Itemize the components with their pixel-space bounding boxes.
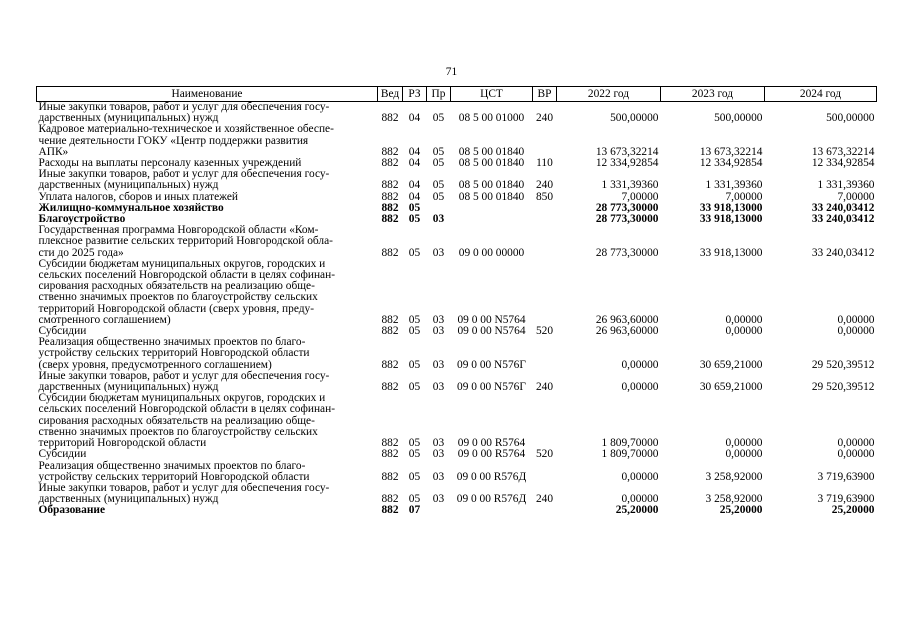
col-header-cst: ЦСТ xyxy=(451,87,533,102)
cell-name-line: дарственных (муниципальных) нужд xyxy=(38,381,219,394)
cell-2023: 0,00000 xyxy=(725,437,763,450)
cell-2024: 33 240,03412 xyxy=(811,213,875,226)
cell-pr: 03 xyxy=(432,246,445,259)
cell-rz: 04 xyxy=(408,157,421,170)
cell-2024: 3 719,63900 xyxy=(817,493,875,506)
cell-name-line: АПК» xyxy=(38,145,69,158)
cell-rz: 04 xyxy=(408,179,421,192)
cell-cst xyxy=(451,214,533,225)
cell-ved: 882 xyxy=(381,145,399,158)
cell-pr: 03 xyxy=(432,437,445,450)
cell-cst: 09 0 00 R5764 xyxy=(457,437,526,450)
cell-ved: 882 xyxy=(381,179,399,192)
cell-2024: 0,00000 xyxy=(837,437,875,450)
cell-2023: 30 659,21000 xyxy=(699,381,763,394)
cell-name-line: устройству сельских территорий Новгородской области xyxy=(38,347,310,360)
cell-cst: 09 0 00 N5764 xyxy=(457,325,526,338)
cell-name xyxy=(37,449,378,460)
cell-name-line: сельских поселений Новгородской области в целях софинан- xyxy=(38,403,335,416)
cell-cst: 09 0 00 N576Г xyxy=(457,381,526,394)
cell-2023: 0,00000 xyxy=(725,313,763,326)
cell-cst: 08 5 00 01840 xyxy=(458,190,525,203)
cell-name-line: Уплата налогов, сборов и иных платежей xyxy=(38,190,238,203)
cell-2023: 33 918,13000 xyxy=(699,213,763,226)
cell-vr xyxy=(533,214,557,225)
cell-vr xyxy=(533,225,557,259)
cell-vr: 240 xyxy=(535,179,554,192)
cell-name-line: Иные закупки товаров, работ и услуг для обеспечения госу- xyxy=(38,101,330,113)
cell-2022: 13 673,32214 xyxy=(595,145,659,158)
cell-2023: 33 918,13000 xyxy=(699,246,763,259)
cell-rz: 05 xyxy=(408,470,421,483)
cell-2024: 500,00000 xyxy=(826,112,875,125)
cell-ved: 882 xyxy=(381,325,399,338)
cell-pr: 05 xyxy=(432,112,445,125)
table-row xyxy=(37,371,877,393)
cell-2024: 7,00000 xyxy=(837,190,875,203)
cell-name-line: Жилищно-коммунальное хозяйство xyxy=(38,201,224,214)
cell-pr: 03 xyxy=(432,381,445,394)
cell-name-line: Расходы на выплаты персоналу казенных учреждений xyxy=(38,157,302,170)
cell-name-line: Иные закупки товаров, работ и услуг для обеспечения госу- xyxy=(38,481,330,494)
col-header-2024: 2024 год xyxy=(765,87,877,102)
cell-vr: 240 xyxy=(535,493,554,506)
cell-2022: 0,00000 xyxy=(621,358,659,371)
cell-name-line: дарственных (муниципальных) нужд xyxy=(38,493,219,506)
col-header-rz: РЗ xyxy=(403,87,427,102)
table-row xyxy=(37,483,877,505)
cell-rz: 04 xyxy=(408,145,421,158)
table-row xyxy=(37,461,877,483)
cell-name xyxy=(37,393,378,449)
cell-2024: 29 520,39512 xyxy=(811,358,875,371)
table-row xyxy=(37,169,877,191)
cell-2024: 0,00000 xyxy=(837,313,875,326)
cell-name-line: ственно значимых проектов по благоустройству сельских xyxy=(38,291,318,304)
cell-cst: 09 0 00 00000 xyxy=(458,246,525,259)
cell-name-line: сирования расходных обязательств на реализацию обще- xyxy=(38,414,315,427)
cell-name-line: устройству сельских территорий Новгородской области xyxy=(38,470,310,483)
cell-rz: 05 xyxy=(408,493,421,506)
cell-2023: 3 258,92000 xyxy=(705,493,763,506)
cell-2023: 0,00000 xyxy=(725,325,763,338)
cell-ved: 882 xyxy=(381,201,399,214)
cell-name xyxy=(37,483,378,505)
cell-ved: 882 xyxy=(381,448,399,461)
cell-name-line: Субсидии xyxy=(38,448,87,461)
cell-rz: 04 xyxy=(408,190,421,203)
cell-vr xyxy=(533,203,557,214)
col-header-vr: ВР xyxy=(533,87,557,102)
cell-2024: 3 719,63900 xyxy=(817,470,875,483)
cell-rz: 05 xyxy=(408,213,421,226)
cell-name-line: сельских поселений Новгородской области в целях софинан- xyxy=(38,269,335,282)
cell-name xyxy=(37,371,378,393)
cell-2023: 1 331,39360 xyxy=(705,179,763,192)
cell-pr: 03 xyxy=(432,470,445,483)
cell-name-line: территорий Новгородской области (сверх уровня, преду- xyxy=(38,302,315,315)
col-header-2022: 2022 год xyxy=(557,87,661,102)
cell-pr: 05 xyxy=(432,179,445,192)
cell-name-line: Иные закупки товаров, работ и услуг для обеспечения госу- xyxy=(38,369,330,382)
cell-2022: 1 809,70000 xyxy=(601,437,659,450)
cell-name-line: сти до 2025 года» xyxy=(38,246,124,259)
cell-vr xyxy=(533,124,557,158)
cell-2024: 33 240,03412 xyxy=(811,246,875,259)
cell-rz: 05 xyxy=(408,313,421,326)
table-row xyxy=(37,225,877,259)
col-header-ved: Вед xyxy=(378,87,403,102)
cell-2022: 28 773,30000 xyxy=(595,246,659,259)
cell-ved: 882 xyxy=(381,112,399,125)
cell-2023: 13 673,32214 xyxy=(699,145,763,158)
cell-2022: 0,00000 xyxy=(621,493,659,506)
cell-2023: 30 659,21000 xyxy=(699,358,763,371)
cell-2022: 7,00000 xyxy=(621,190,659,203)
cell-name-line: Субсидии бюджетам муниципальных округов, городских и xyxy=(38,392,326,405)
cell-name xyxy=(37,461,378,483)
cell-2024: 1 331,39360 xyxy=(817,179,875,192)
cell-ved: 882 xyxy=(381,358,399,371)
cell-ved: 882 xyxy=(381,470,399,483)
col-header-2023: 2023 год xyxy=(661,87,765,102)
cell-ved: 882 xyxy=(381,157,399,170)
cell-2022: 1 809,70000 xyxy=(601,448,659,461)
cell-2022: 26 963,60000 xyxy=(595,325,659,338)
cell-2023: 12 334,92854 xyxy=(699,157,763,170)
cell-pr: 05 xyxy=(432,190,445,203)
table-row xyxy=(37,337,877,371)
cell-2023: 500,00000 xyxy=(714,112,763,125)
cell-vr: 850 xyxy=(535,190,554,203)
cell-vr xyxy=(533,393,557,449)
cell-name xyxy=(37,169,378,191)
cell-cst: 09 0 00 R576Д xyxy=(456,493,527,506)
cell-ved: 882 xyxy=(381,246,399,259)
cell-2023: 3 258,92000 xyxy=(705,470,763,483)
cell-pr xyxy=(427,505,451,516)
cell-2022: 25,20000 xyxy=(615,504,659,517)
cell-2022: 12 334,92854 xyxy=(595,157,659,170)
cell-name-line: Реализация общественно значимых проектов по благо- xyxy=(38,459,306,472)
cell-2022: 28 773,30000 xyxy=(595,201,659,214)
cell-name-line: территорий Новгородской области xyxy=(38,437,207,450)
budget-table xyxy=(36,86,877,517)
cell-rz: 05 xyxy=(408,448,421,461)
cell-pr: 05 xyxy=(432,145,445,158)
cell-name-line: плексное развитие сельских территорий Новгородской обла- xyxy=(38,235,333,248)
cell-2022: 0,00000 xyxy=(621,381,659,394)
cell-vr: 520 xyxy=(535,448,554,461)
cell-pr: 03 xyxy=(432,313,445,326)
cell-name-line: Реализация общественно значимых проектов по благо- xyxy=(38,336,306,349)
cell-vr xyxy=(533,337,557,371)
cell-2022: 0,00000 xyxy=(621,470,659,483)
cell-name xyxy=(37,225,378,259)
cell-name-line: сирования расходных обязательств на реализацию обще- xyxy=(38,280,315,293)
cell-cst: 08 5 00 01840 xyxy=(458,179,525,192)
cell-pr: 03 xyxy=(432,325,445,338)
cell-ved: 882 xyxy=(381,381,399,394)
cell-name-line: Образование xyxy=(38,504,106,517)
cell-ved: 882 xyxy=(381,504,399,517)
cell-2024: 0,00000 xyxy=(837,325,875,338)
cell-vr: 110 xyxy=(536,157,553,170)
cell-2024: 12 334,92854 xyxy=(811,157,875,170)
cell-ved: 882 xyxy=(381,213,399,226)
cell-rz: 05 xyxy=(408,437,421,450)
cell-2023: 0,00000 xyxy=(725,448,763,461)
cell-2022: 26 963,60000 xyxy=(595,313,659,326)
cell-cst: 08 5 00 01840 xyxy=(458,157,525,170)
cell-pr: 03 xyxy=(432,493,445,506)
cell-pr: 03 xyxy=(432,448,445,461)
cell-name xyxy=(37,102,378,125)
cell-2024: 33 240,03412 xyxy=(811,201,875,214)
cell-rz: 07 xyxy=(408,504,421,517)
cell-cst: 09 0 00 N576Г xyxy=(457,358,526,371)
cell-name-line: дарственных (муниципальных) нужд xyxy=(38,112,219,125)
cell-2024: 13 673,32214 xyxy=(811,145,875,158)
cell-pr: 03 xyxy=(432,358,445,371)
cell-vr xyxy=(533,505,557,516)
cell-vr: 520 xyxy=(535,325,554,338)
cell-name-line: ственно значимых проектов по благоустройству сельских xyxy=(38,425,318,438)
cell-name-line: Субсидии бюджетам муниципальных округов, городских и xyxy=(38,257,326,270)
cell-2024: 29 520,39512 xyxy=(811,381,875,394)
cell-cst: 08 5 00 01840 xyxy=(458,145,525,158)
cell-pr: 03 xyxy=(432,213,445,226)
table-row xyxy=(37,449,877,460)
cell-name xyxy=(37,124,378,158)
cell-rz: 05 xyxy=(408,246,421,259)
cell-cst: 09 0 00 R576Д xyxy=(456,470,527,483)
cell-name-line: Государственная программа Новгородской области «Ком- xyxy=(38,224,319,237)
cell-vr xyxy=(533,259,557,326)
table-body xyxy=(37,102,877,517)
cell-rz: 05 xyxy=(408,325,421,338)
table-header-row xyxy=(37,87,877,102)
cell-vr xyxy=(533,461,557,483)
cell-2023: 33 918,13000 xyxy=(699,201,763,214)
table-row xyxy=(37,393,877,449)
cell-cst xyxy=(451,203,533,214)
cell-rz: 05 xyxy=(408,201,421,214)
cell-name-line: Благоустройство xyxy=(38,213,126,226)
cell-cst: 09 0 00 N5764 xyxy=(457,313,526,326)
cell-name-line: (сверх уровня, предусмотренного соглашением) xyxy=(38,358,272,371)
table-row xyxy=(37,505,877,516)
col-header-pr: Пр xyxy=(427,87,451,102)
cell-2024: 25,20000 xyxy=(831,504,875,517)
cell-name-line: смотренного соглашением) xyxy=(38,313,171,326)
page-number: 71 xyxy=(445,66,458,78)
cell-name xyxy=(37,505,378,516)
col-header-name: Наименование xyxy=(37,87,378,102)
cell-2024: 0,00000 xyxy=(837,448,875,461)
table-row xyxy=(37,124,877,158)
cell-name-line: чение деятельности ГОКУ «Центр поддержки развития xyxy=(38,134,309,147)
cell-pr: 05 xyxy=(432,157,445,170)
cell-ved: 882 xyxy=(381,190,399,203)
cell-cst: 09 0 00 R5764 xyxy=(457,448,526,461)
cell-name xyxy=(37,259,378,326)
cell-cst xyxy=(451,505,533,516)
cell-name xyxy=(37,337,378,371)
cell-vr: 240 xyxy=(535,112,554,125)
cell-2023: 7,00000 xyxy=(725,190,763,203)
cell-2022: 28 773,30000 xyxy=(595,213,659,226)
cell-cst: 08 5 00 01000 xyxy=(458,112,525,125)
cell-ved: 882 xyxy=(381,437,399,450)
cell-ved: 882 xyxy=(381,313,399,326)
cell-rz: 05 xyxy=(408,358,421,371)
cell-rz: 04 xyxy=(408,112,421,125)
cell-name-line: Иные закупки товаров, работ и услуг для обеспечения госу- xyxy=(38,168,330,181)
cell-name-line: Субсидии xyxy=(38,325,87,338)
cell-name-line: Кадровое материально-техническое и хозяйственное обеспе- xyxy=(38,123,334,136)
table-row xyxy=(37,102,877,125)
cell-rz: 05 xyxy=(408,381,421,394)
cell-2022: 1 331,39360 xyxy=(601,179,659,192)
cell-2022: 500,00000 xyxy=(610,112,659,125)
cell-name-line: дарственных (муниципальных) нужд xyxy=(38,179,219,192)
cell-ved: 882 xyxy=(381,493,399,506)
table-row xyxy=(37,259,877,326)
cell-vr: 240 xyxy=(535,381,554,394)
cell-2023: 25,20000 xyxy=(719,504,763,517)
